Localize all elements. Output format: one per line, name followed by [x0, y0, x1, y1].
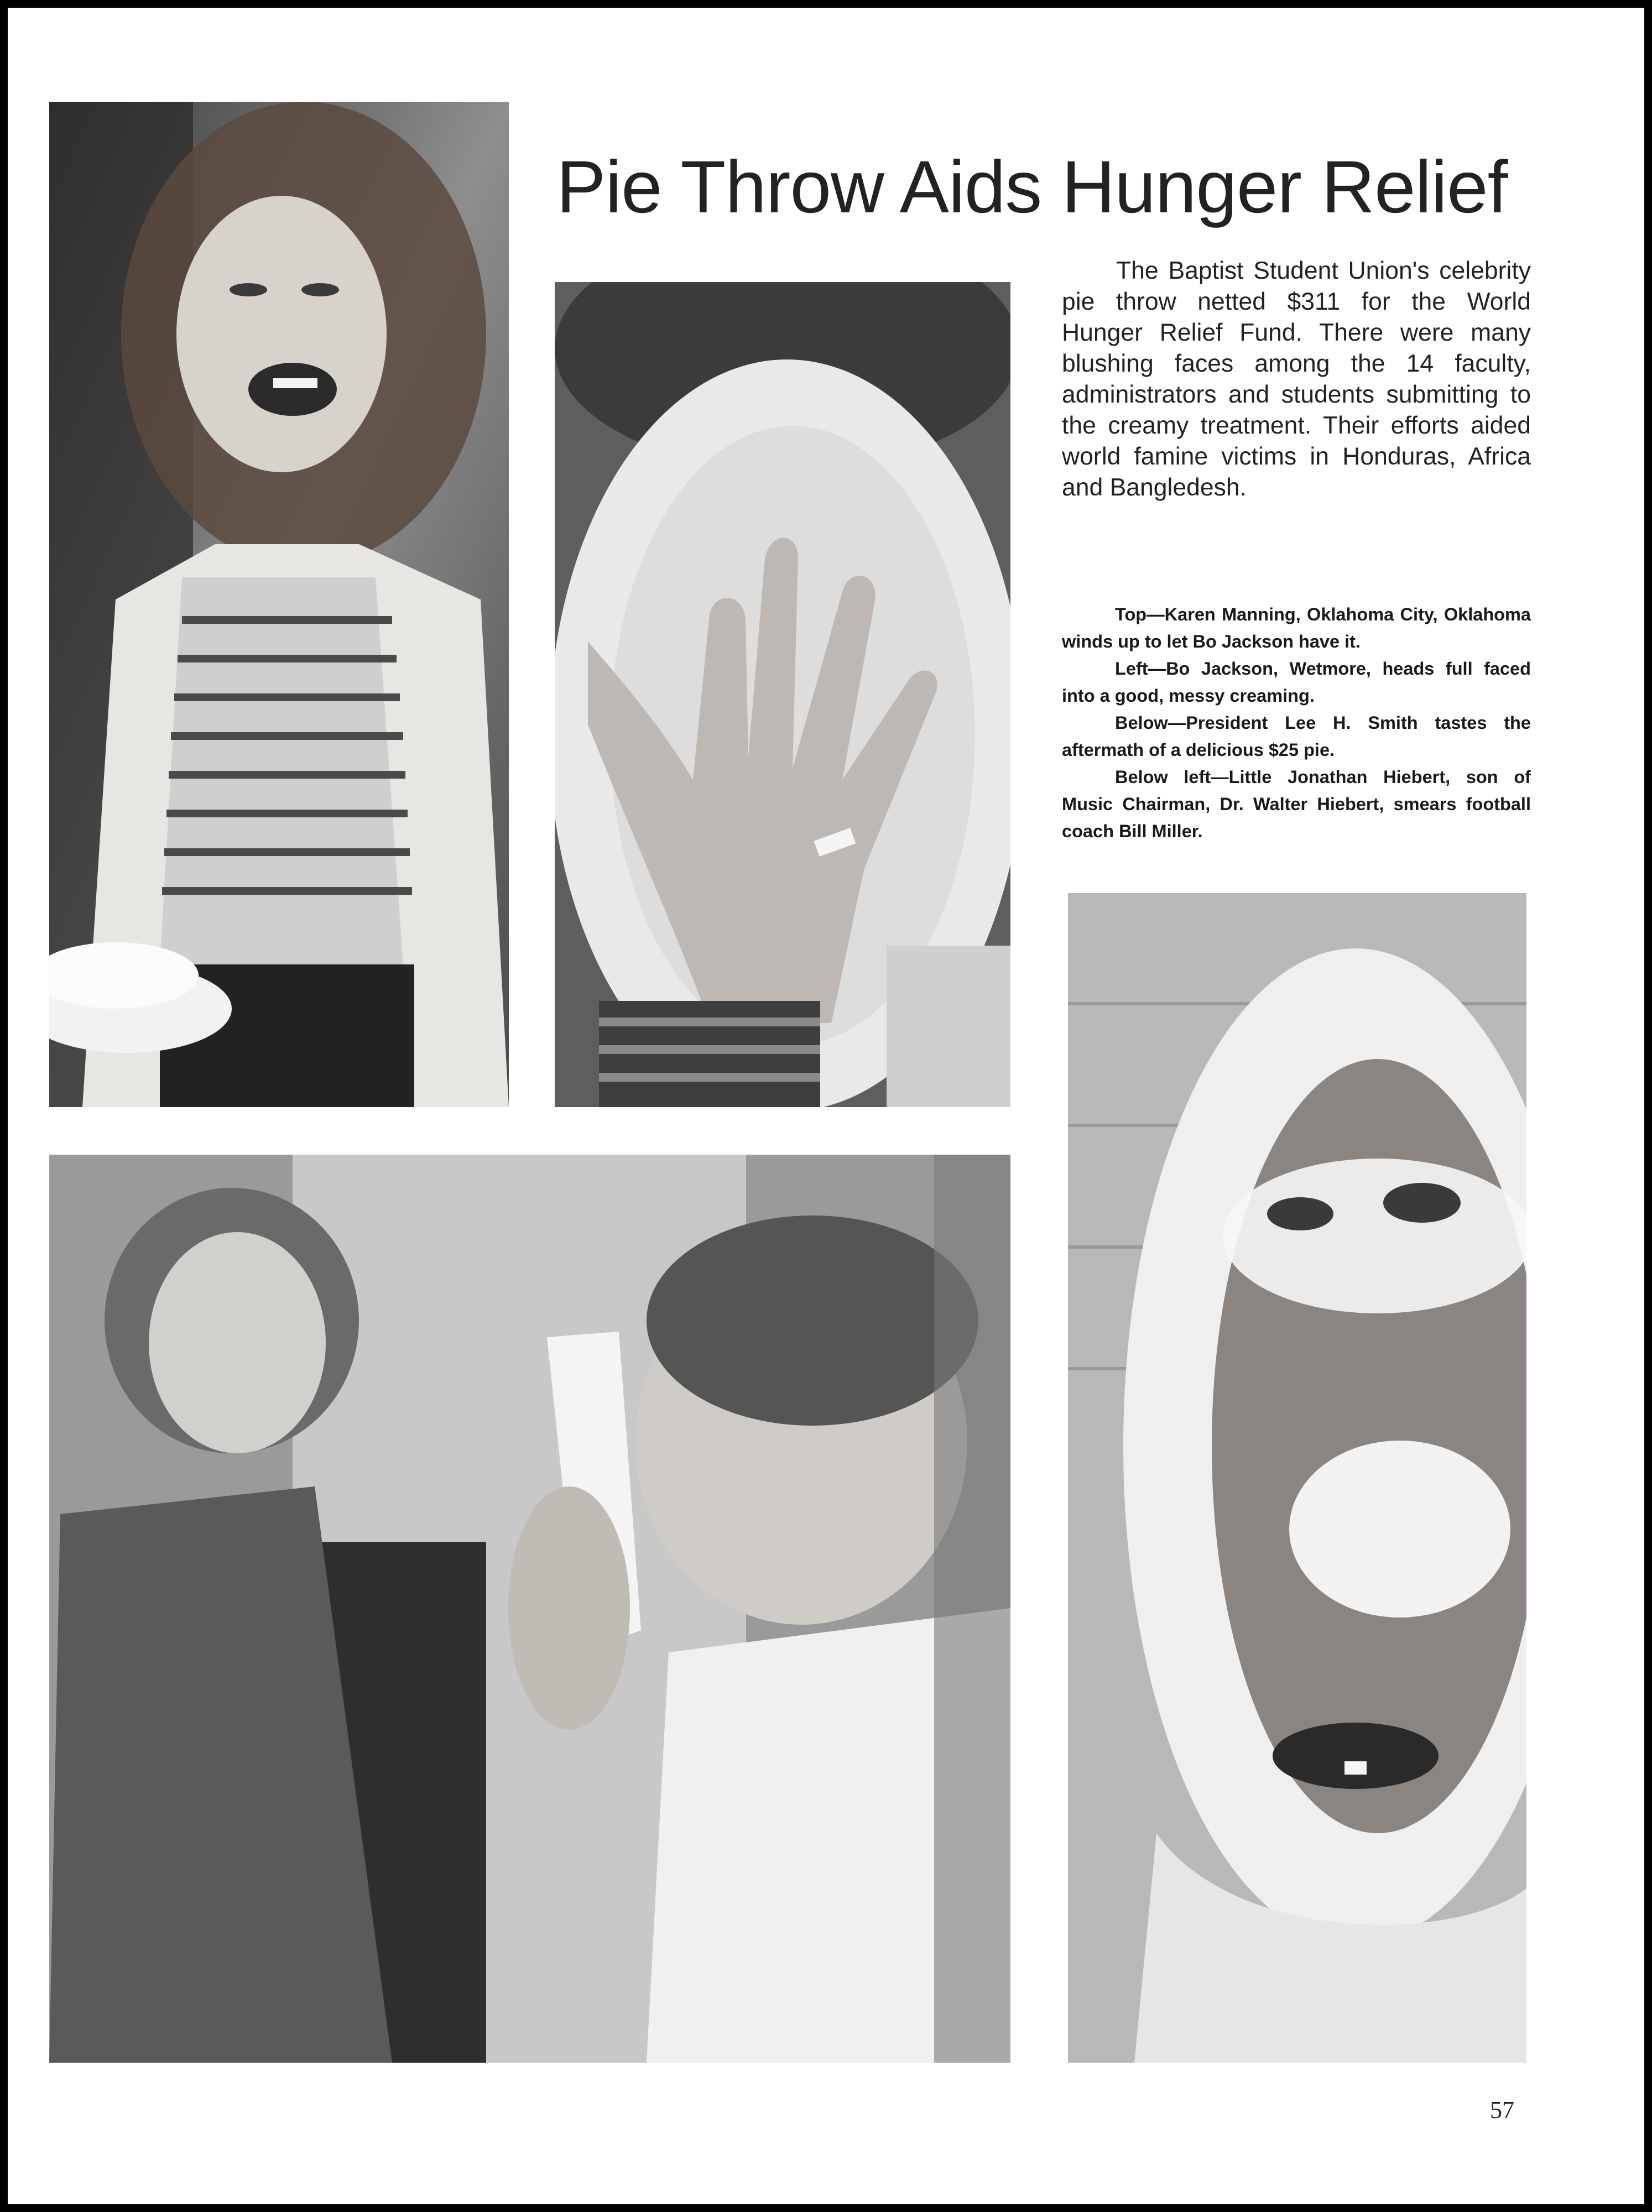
hand-on-plate-illustration	[555, 282, 1010, 1107]
caption-left: Left—Bo Jackson, Wetmore, heads full faced into a good, messy creaming.	[1062, 659, 1531, 706]
photo-captions	[1062, 601, 1531, 845]
woman-laughing-illustration	[49, 102, 509, 1107]
caption-below-left: Below left—Little Jonathan Hiebert, son of Music Chairman, Dr. Walter Hiebert, smears football coach Bill Miller.	[1062, 767, 1531, 841]
cream-face-illustration	[1068, 893, 1526, 2063]
article-body: The Baptist Student Union's celebrity pie throw netted $311 for the World Hunger Relief Fund. There were many blushing faces among the 14 faculty, administrators and students submitting to the creamy treatment. Their efforts aided world famine victims in Honduras, Africa and Bangledesh.	[1062, 257, 1531, 501]
boy-and-coach-photo	[49, 1155, 1010, 2063]
woman-laughing-photo	[49, 102, 509, 1107]
yearbook-page	[8, 8, 1644, 2204]
hand-on-paper-plate-photo	[555, 282, 1010, 1107]
boy-and-coach-illustration	[49, 1155, 1010, 2063]
page-number: 57	[1490, 2096, 1514, 2124]
article-title: Pie Throw Aids Hunger Relief	[556, 146, 1508, 228]
caption-top: Top—Karen Manning, Oklahoma City, Oklahoma winds up to let Bo Jackson have it.	[1062, 604, 1531, 651]
caption-below: Below—President Lee H. Smith tastes the aftermath of a delicious $25 pie.	[1062, 713, 1531, 760]
cream-covered-face-photo	[1068, 893, 1526, 2063]
